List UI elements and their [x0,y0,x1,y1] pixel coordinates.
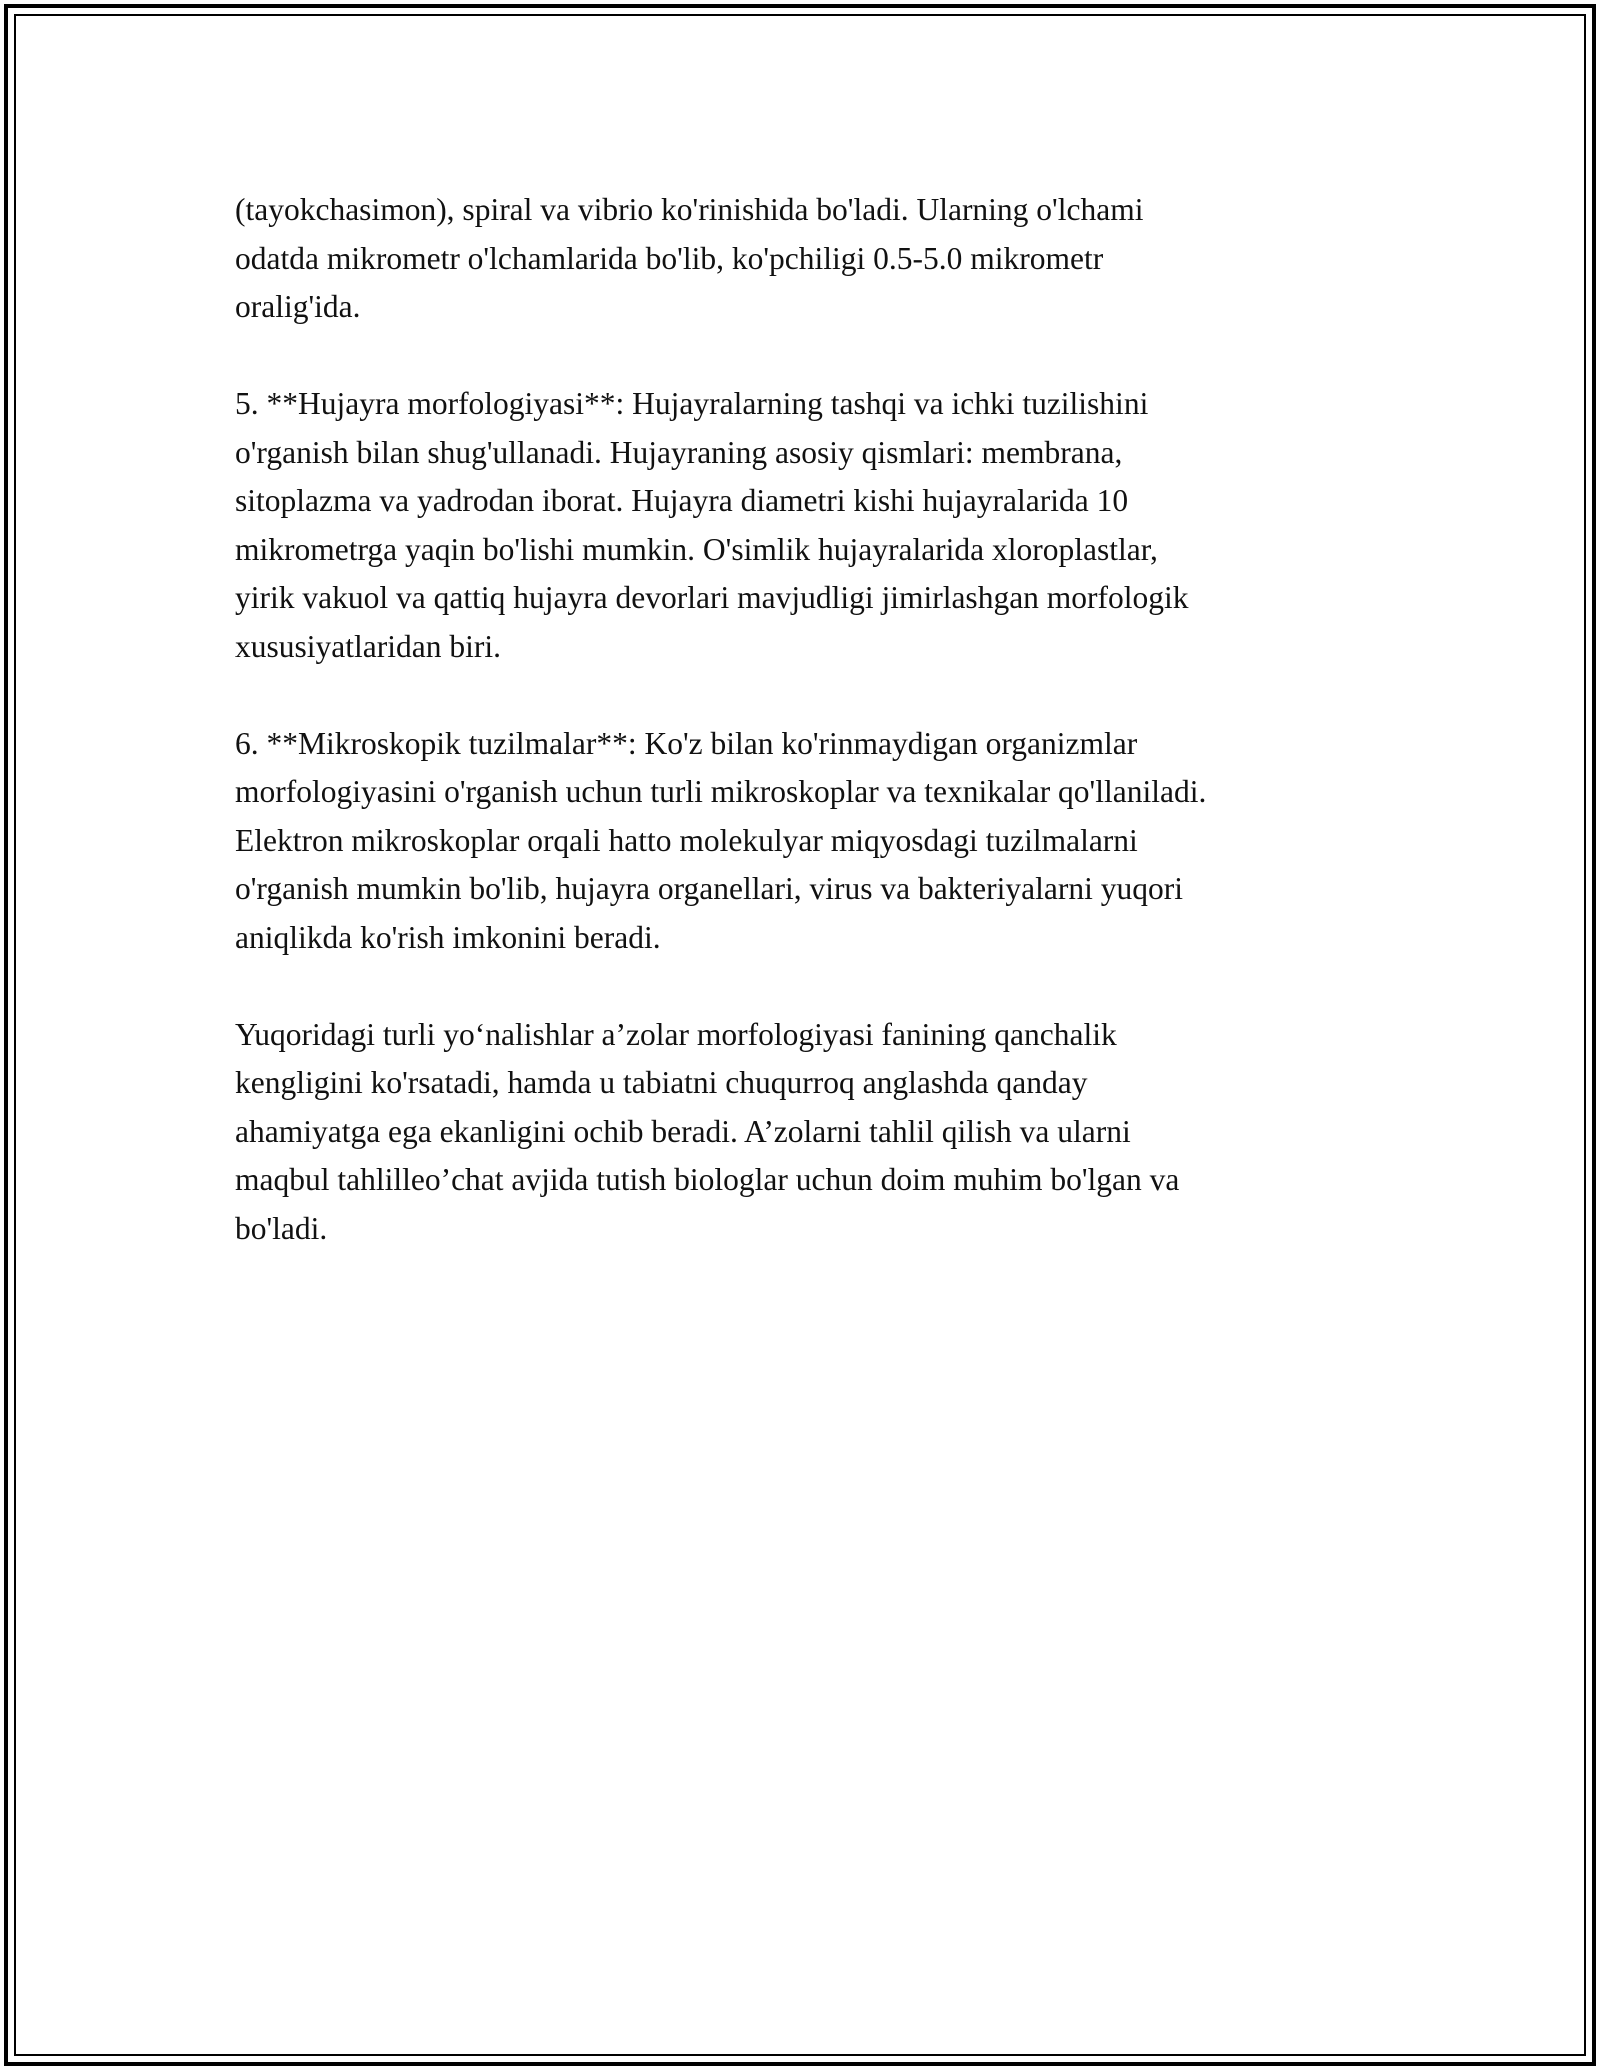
paragraph-conclusion: Yuqoridagi turli yo‘nalishlar a’zolar morfologiyasi fanining qanchalik kengligini ko'rsatadi, hamda u tabiatni chuqurroq anglashda qanday ahamiyatga ega ekanligini ochib beradi. A’zolarni tahlil qilish va ularni maqbul tahlilleo’chat avjida tutish biologlar uchun doim muhim bo'lgan va bo'ladi. [235,1016,1180,1246]
document-body [235,186,1375,1302]
paragraph-microscopic-structures: 6. **Mikroskopik tuzilmalar**: Ko'z bilan ko'rinmaydigan organizmlar morfologiyasini o'rganish uchun turli mikroskoplar va texnikalar qo'llaniladi. Elektron mikroskoplar orqali hatto molekulyar miqyosdagi tuzilmalarni o'rganish mumkin bo'lib, hujayra organellari, virus va bakteriyalarni yuqori aniqlikda ko'rish imkonini beradi. [235,725,1207,955]
paragraph-cell-morphology: 5. **Hujayra morfologiyasi**: Hujayralarning tashqi va ichki tuzilishini o'rganish bilan shug'ullanadi. Hujayraning asosiy qismlari: membrana, sitoplazma va yadrodan iborat. Hujayra diametri kishi hujayralarida 10 mikrometrga yaqin bo'lishi mumkin. O'simlik hujayralarida xloroplastlar, yirik vakuol va qattiq hujayra devorlari mavjudligi jimirlashgan morfologik xususiyatlaridan biri. [235,386,1189,664]
paragraph-bacteria-shape: (tayokchasimon), spiral va vibrio ko'rinishida bo'ladi. Ularning o'lchami odatda mikrometr o'lchamlarida bo'lib, ko'pchiligi 0.5-5.0 mikrometr oralig'ida. [235,192,1144,324]
